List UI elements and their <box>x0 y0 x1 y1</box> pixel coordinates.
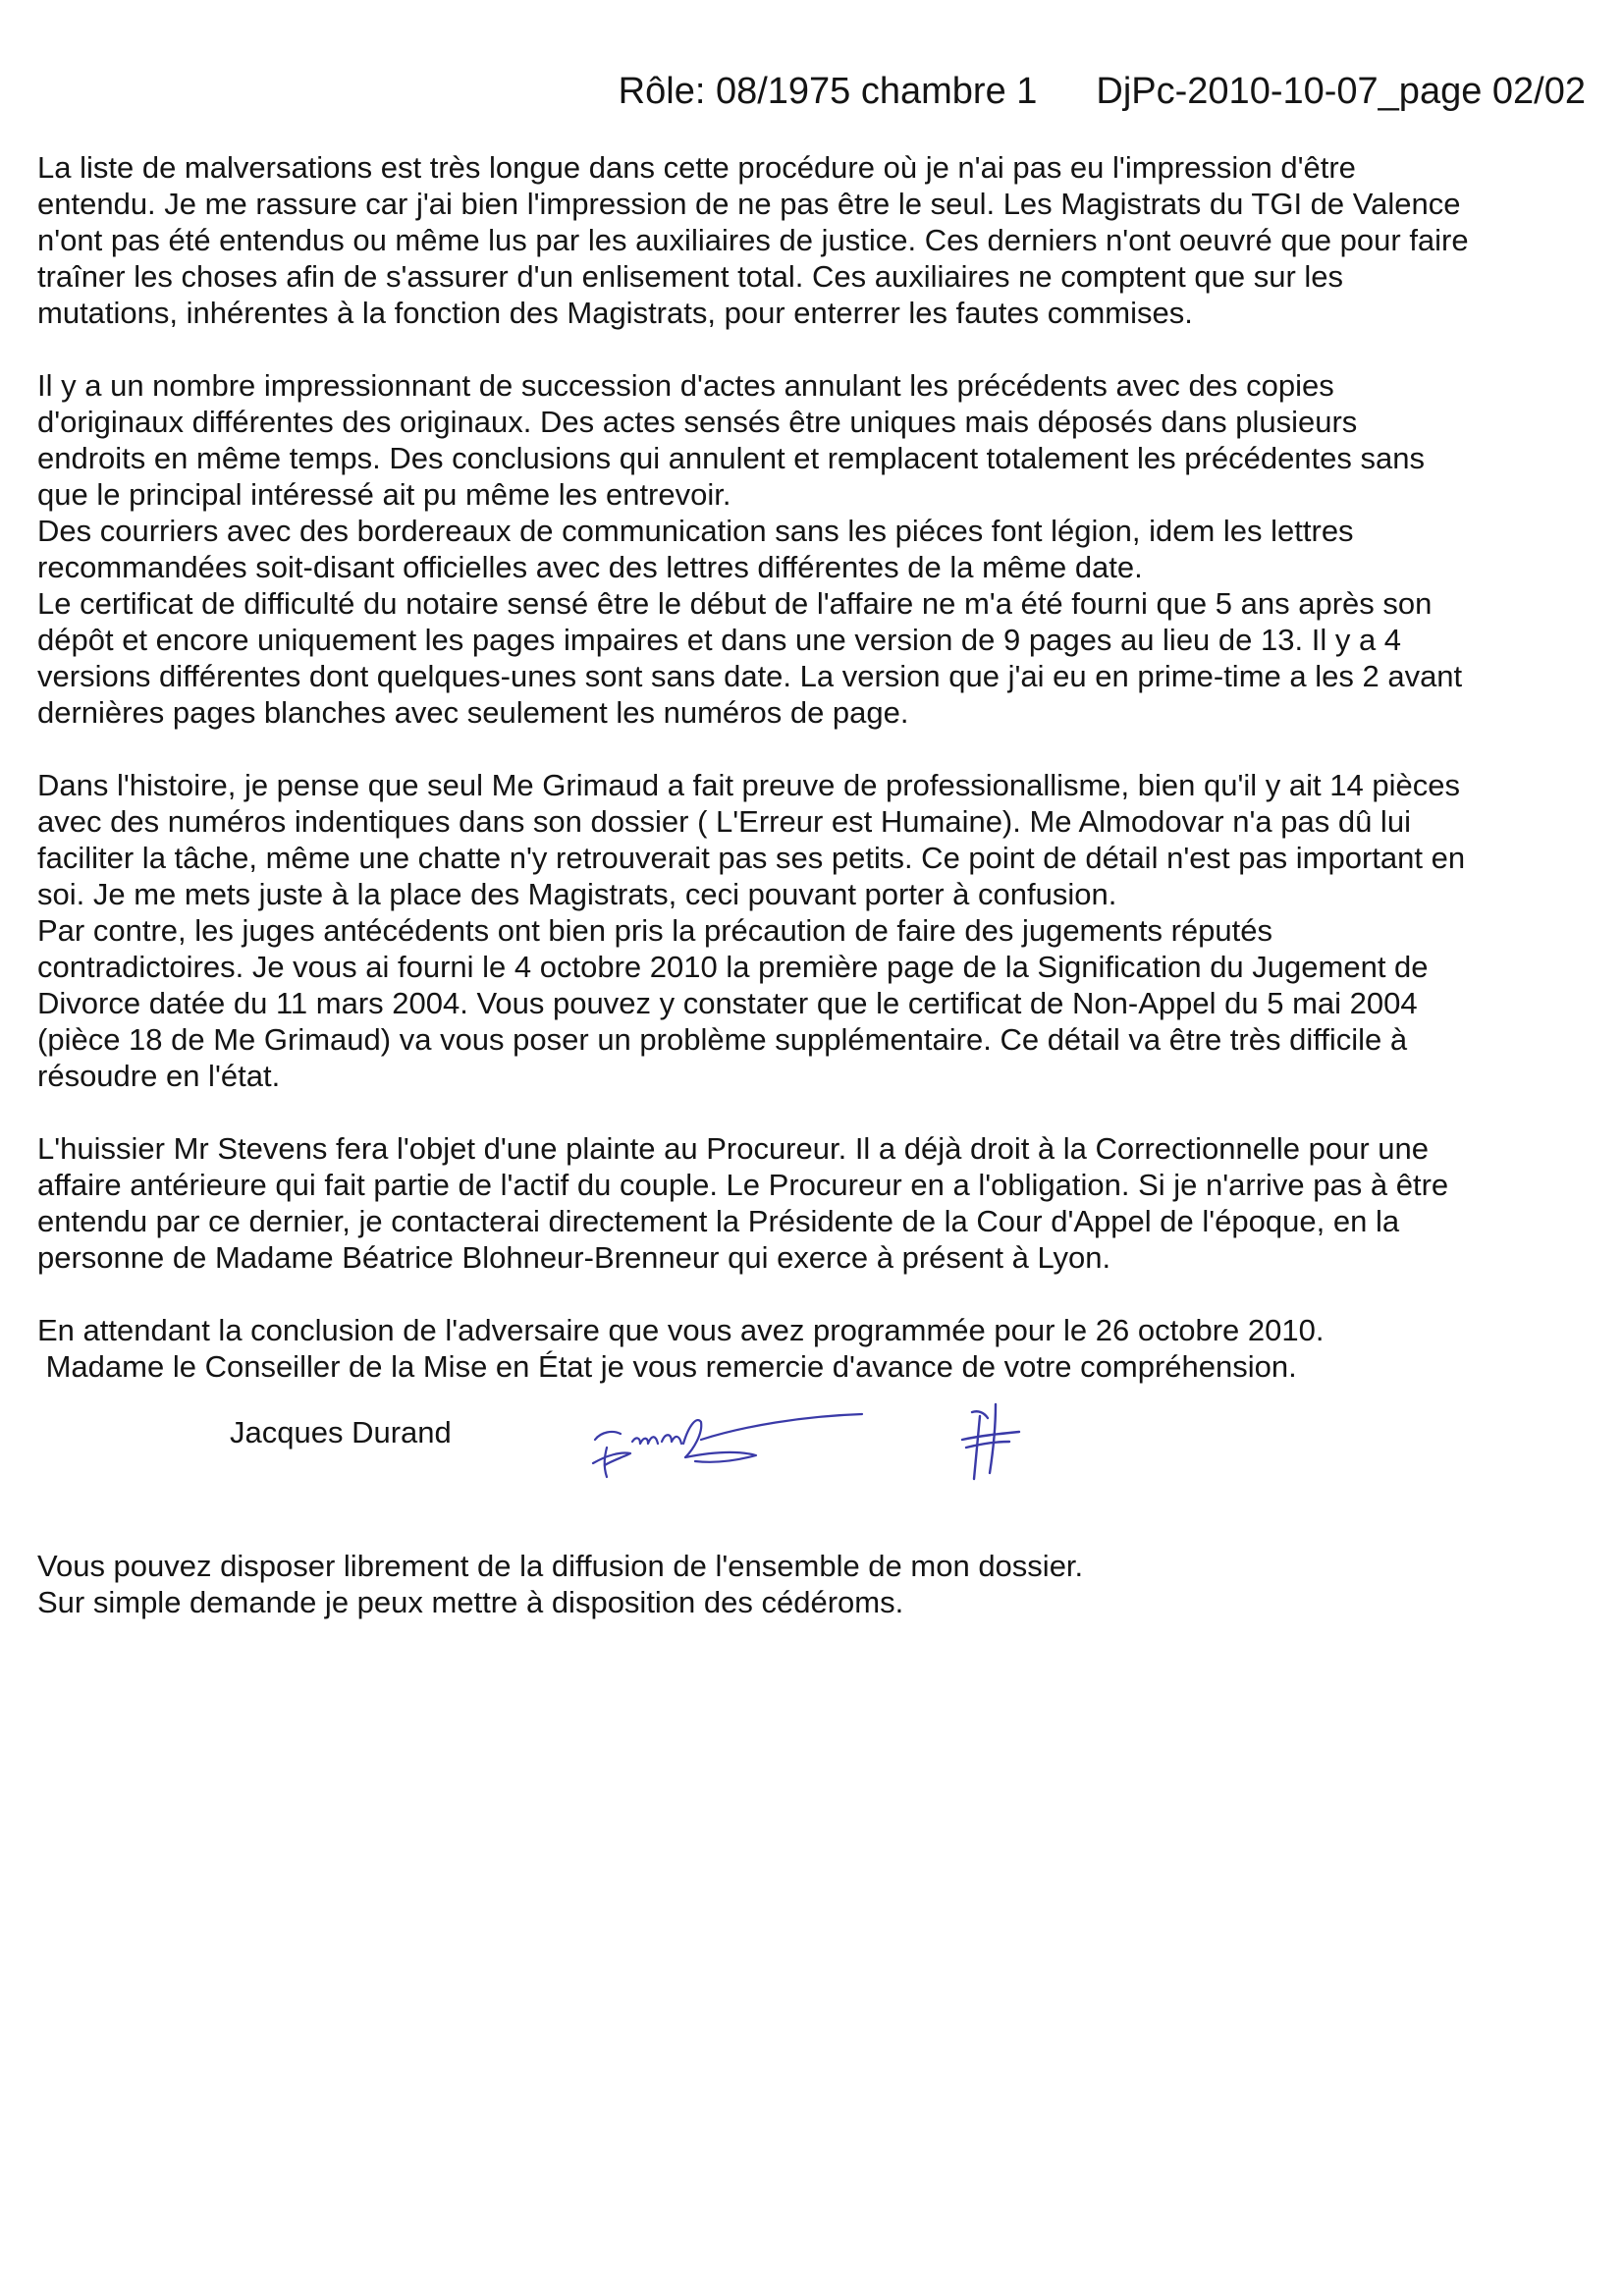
text-line: que le principal intéressé ait pu même les entrevoir. <box>37 477 731 512</box>
text-line: La liste de malversations est très longue dans cette procédure où je n'ai pas eu l'impression d'être <box>37 150 1356 185</box>
text-line: Le certificat de difficulté du notaire sensé être le début de l'affaire ne m'a été fourni que 5 ans après son <box>37 586 1433 621</box>
text-line: Il y a un nombre impressionnant de succession d'actes annulant les précédents avec des copies <box>37 368 1334 403</box>
text-line: n'ont pas été entendus ou même lus par les auxiliaires de justice. Ces derniers n'ont oeuvré que pour faire <box>37 223 1469 257</box>
text-line: L'huissier Mr Stevens fera l'objet d'une plainte au Procureur. Il a déjà droit à la Correctionnelle pour une <box>37 1131 1430 1166</box>
text-line: Sur simple demande je peux mettre à disposition des cédéroms. <box>37 1585 904 1619</box>
handwritten-initials <box>950 1396 1029 1485</box>
paragraph-4 <box>37 1130 1598 1276</box>
text-line: Dans l'histoire, je pense que seul Me Grimaud a fait preuve de professionallisme, bien qu'il y ait 14 pièces <box>37 768 1460 802</box>
letter-body <box>37 149 1598 1620</box>
text-line: Des courriers avec des bordereaux de communication sans les piéces font légion, idem les lettres <box>37 514 1354 548</box>
paragraph-3 <box>37 767 1598 1094</box>
text-line: versions différentes dont quelques-unes sont sans date. La version que j'ai eu en prime-time a les 2 avant <box>37 659 1463 693</box>
signature-block <box>37 1404 1598 1493</box>
text-line: Par contre, les juges antécédents ont bien pris la précaution de faire des jugements réputés <box>37 913 1272 948</box>
text-line: d'originaux différentes des originaux. Des actes sensés être uniques mais déposés dans plusieurs <box>37 405 1358 439</box>
text-line: faciliter la tâche, même une chatte n'y retrouverait pas ses petits. Ce point de détail n'est pas important en <box>37 841 1466 875</box>
text-line: résoudre en l'état. <box>37 1059 281 1093</box>
document-reference: DjPc-2010-10-07_page 02/02 <box>1096 71 1586 112</box>
text-line: avec des numéros indentiques dans son dossier ( L'Erreur est Humaine). Me Almodovar n'a pas dû lui <box>37 804 1411 839</box>
text-line: Vous pouvez disposer librement de la diffusion de l'ensemble de mon dossier. <box>37 1549 1084 1583</box>
text-line: personne de Madame Béatrice Blohneur-Brenneur qui exerce à présent à Lyon. <box>37 1240 1111 1275</box>
text-line: En attendant la conclusion de l'adversaire que vous avez programmée pour le 26 octobre 2010. <box>37 1313 1325 1347</box>
role-reference: Rôle: 08/1975 chambre 1 <box>618 71 1038 112</box>
signer-name: Jacques Durand <box>230 1415 452 1449</box>
closing-paragraph <box>37 1312 1598 1385</box>
paragraph-2 <box>37 367 1598 731</box>
text-line: entendu par ce dernier, je contacterai directement la Présidente de la Cour d'Appel de l'époque, en la <box>37 1204 1400 1238</box>
text-line: mutations, inhérentes à la fonction des Magistrats, pour enterrer les fautes commises. <box>37 296 1193 330</box>
text-line: dépôt et encore uniquement les pages impaires et dans une version de 9 pages au lieu de 13. Il y a 4 <box>37 623 1402 657</box>
paragraph-1 <box>37 149 1598 331</box>
text-line: affaire antérieure qui fait partie de l'actif du couple. Le Procureur en a l'obligation. Si je n'arrive pas à être <box>37 1168 1449 1202</box>
text-line: entendu. Je me rassure car j'ai bien l'impression de ne pas être le seul. Les Magistrats du TGI de Valence <box>37 187 1461 221</box>
text-line: endroits en même temps. Des conclusions qui annulent et remplacent totalement les précédentes sans <box>37 441 1425 475</box>
page-header <box>619 69 1586 114</box>
text-line: soi. Je me mets juste à la place des Magistrats, ceci pouvant porter à confusion. <box>37 877 1117 911</box>
handwritten-signature <box>587 1404 882 1483</box>
text-line: traîner les choses afin de s'assurer d'un enlisement total. Ces auxiliaires ne comptent que sur les <box>37 259 1344 294</box>
text-line: (pièce 18 de Me Grimaud) va vous poser un problème supplémentaire. Ce détail va être très difficile à <box>37 1022 1408 1057</box>
text-line: dernières pages blanches avec seulement les numéros de page. <box>37 695 909 730</box>
footer-notice <box>37 1548 1598 1620</box>
text-line: Divorce datée du 11 mars 2004. Vous pouvez y constater que le certificat de Non-Appel du 5 mai 2004 <box>37 986 1418 1020</box>
text-line: recommandées soit-disant officielles avec des lettres différentes de la même date. <box>37 550 1143 584</box>
text-line: Madame le Conseiller de la Mise en État je vous remercie d'avance de votre compréhension. <box>37 1349 1297 1384</box>
text-line: contradictoires. Je vous ai fourni le 4 octobre 2010 la première page de la Signification du Jugement de <box>37 950 1429 984</box>
